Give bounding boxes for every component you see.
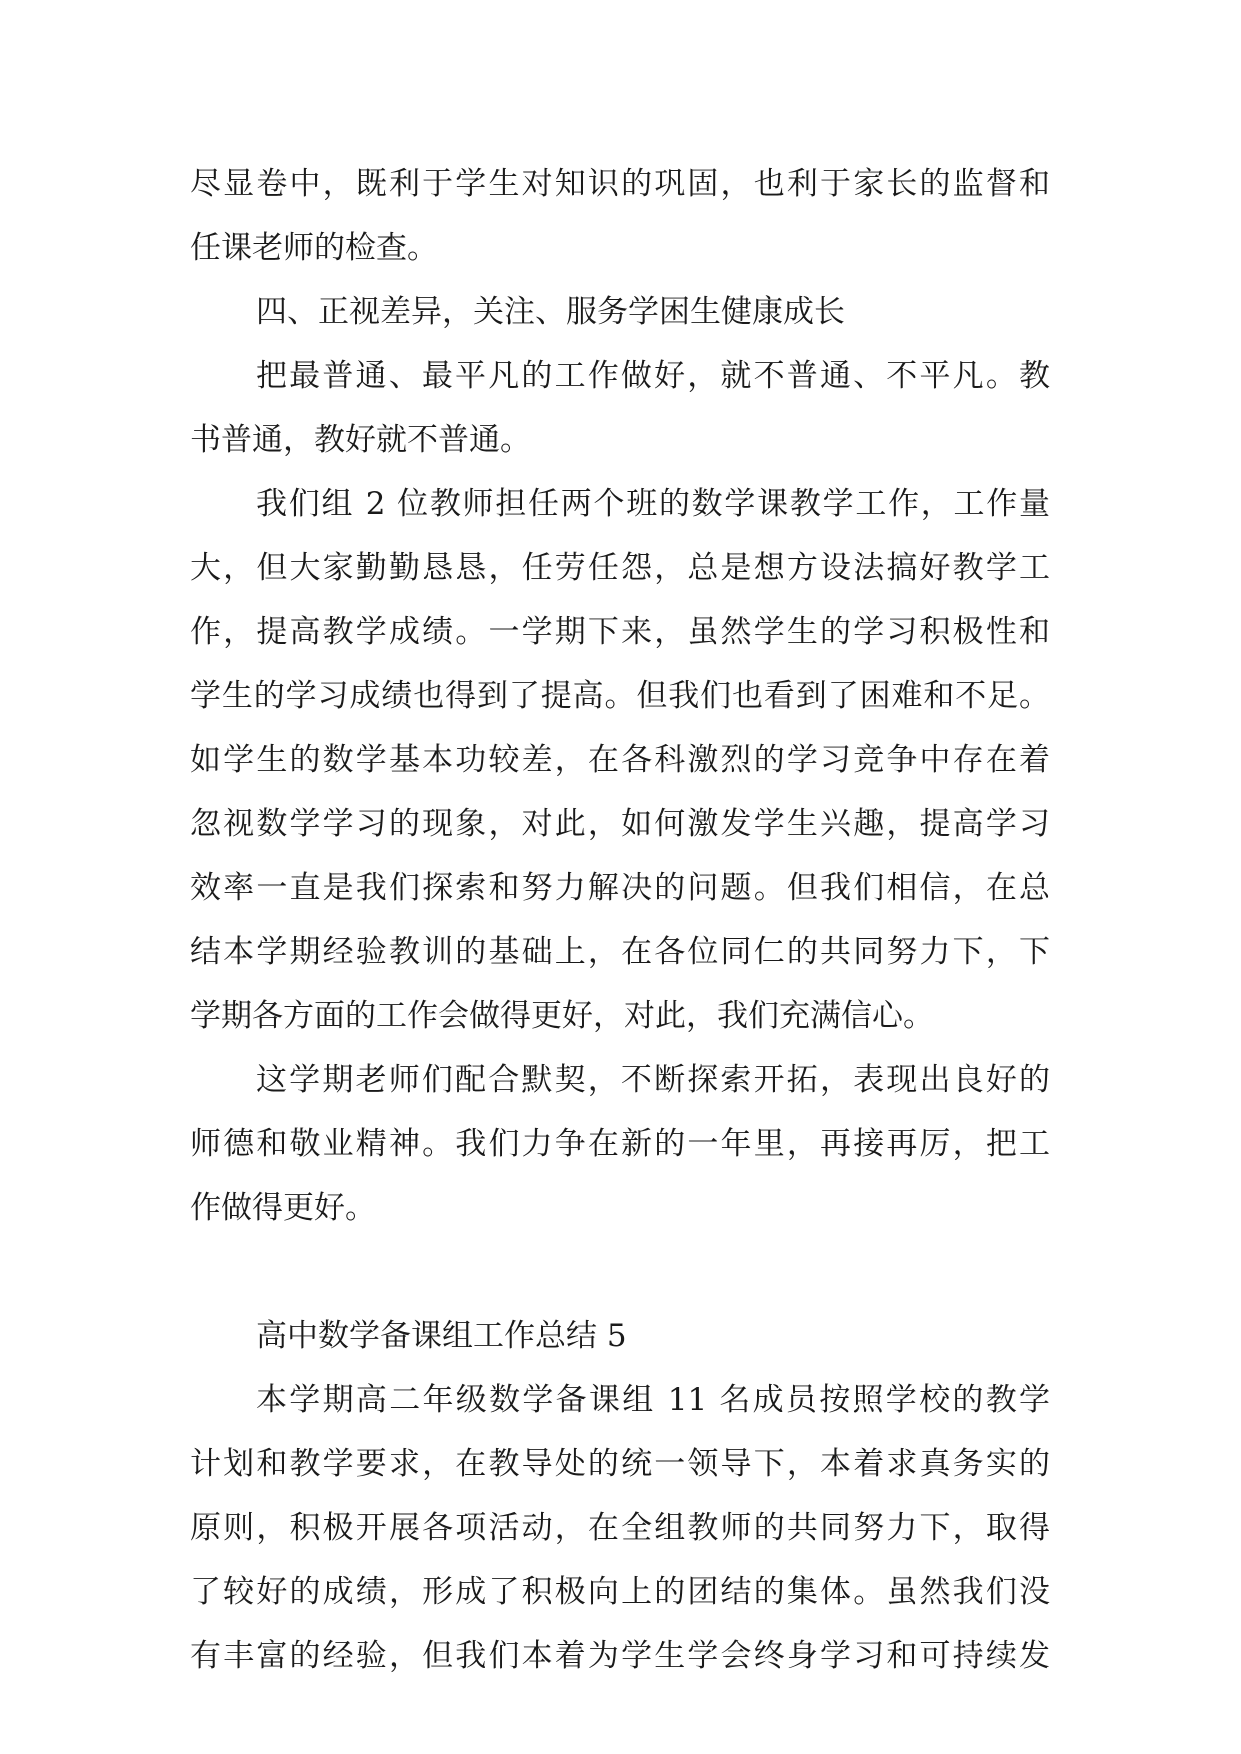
- text-line: 结本学期经验教训的基础上，在各位同仁的共同努力下，下: [190, 934, 1050, 970]
- text-line: 计划和教学要求，在教导处的统一领导下，本着求真务实的: [190, 1446, 1050, 1482]
- text-line: 有丰富的经验，但我们本着为学生学会终身学习和可持续发: [190, 1638, 1050, 1674]
- text-line: 作，提高教学成绩。一学期下来，虽然学生的学习积极性和: [190, 614, 1050, 650]
- text-line: 师德和敬业精神。我们力争在新的一年里，再接再厉，把工: [190, 1126, 1050, 1162]
- text-line: 学生的学习成绩也得到了提高。但我们也看到了困难和不足。: [190, 678, 1050, 714]
- text-line: 我们组 2 位教师担任两个班的数学课教学工作，工作量: [256, 486, 1050, 522]
- text-line: 忽视数学学习的现象，对此，如何激发学生兴趣，提高学习: [190, 806, 1050, 842]
- text-line: 这学期老师们配合默契，不断探索开拓，表现出良好的: [256, 1062, 1050, 1098]
- section-title: 高中数学备课组工作总结 5: [256, 1318, 627, 1354]
- text-line: 任课老师的检查。: [190, 230, 438, 266]
- text-line: 作做得更好。: [190, 1190, 376, 1226]
- text-line: 学期各方面的工作会做得更好，对此，我们充满信心。: [190, 998, 934, 1034]
- text-line: 尽显卷中，既利于学生对知识的巩固，也利于家长的监督和: [190, 166, 1050, 202]
- text-line: 把最普通、最平凡的工作做好，就不普通、不平凡。教: [256, 358, 1050, 394]
- text-line: 大，但大家勤勤恳恳，任劳任怨，总是想方设法搞好教学工: [190, 550, 1050, 586]
- text-line: 书普通，教好就不普通。: [190, 422, 531, 458]
- text-line: 效率一直是我们探索和努力解决的问题。但我们相信，在总: [190, 870, 1050, 906]
- text-line: 本学期高二年级数学备课组 11 名成员按照学校的教学: [256, 1382, 1050, 1418]
- section-heading: 四、正视差异，关注、服务学困生健康成长: [256, 294, 845, 330]
- text-line: 如学生的数学基本功较差，在各科激烈的学习竞争中存在着: [190, 742, 1050, 778]
- text-line: 了较好的成绩，形成了积极向上的团结的集体。虽然我们没: [190, 1574, 1050, 1610]
- text-line: 原则，积极开展各项活动，在全组教师的共同努力下，取得: [190, 1510, 1050, 1546]
